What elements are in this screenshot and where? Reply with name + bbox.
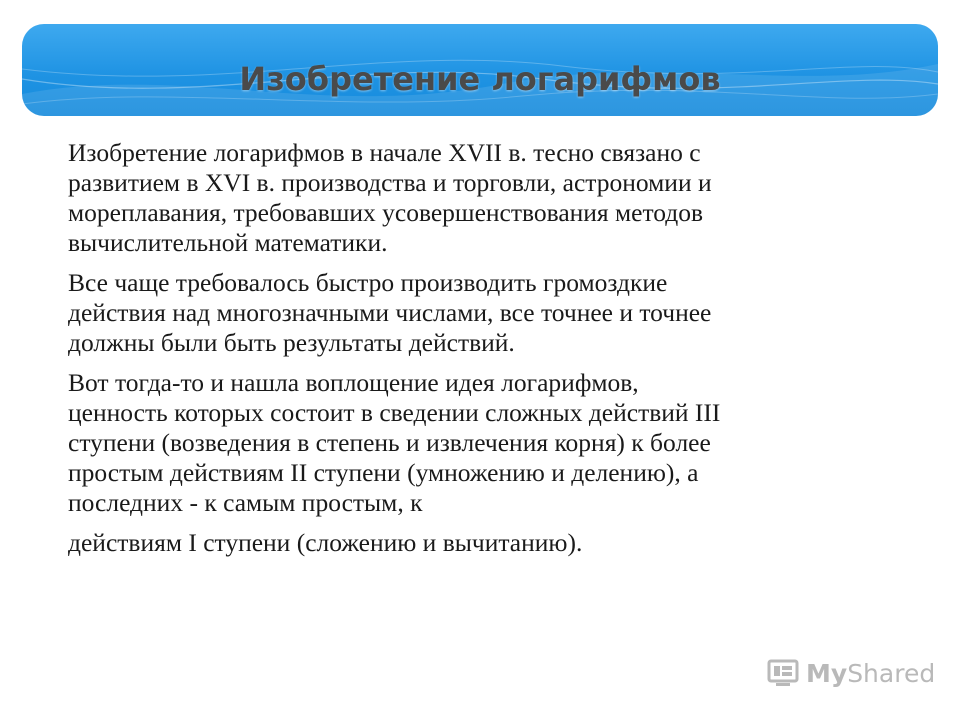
paragraph-3 — [68, 368, 918, 518]
watermark-text: MyShared — [806, 658, 936, 688]
slide-body — [68, 138, 918, 558]
paragraph-1 — [68, 138, 918, 258]
text-line: последних - к самым простым, к — [68, 488, 423, 517]
paragraph-2 — [68, 268, 918, 358]
text-line: Все чаще требовалось быстро производить громоздкие — [68, 268, 668, 297]
text-line: ценность которых состоит в сведении сложных действий III — [68, 398, 721, 427]
text-line: вычислительной математики. — [68, 228, 388, 257]
final-line: действиям I ступени (сложению и вычитанию). — [68, 528, 583, 557]
text-line: Изобретение логарифмов в начале XVII в. тесно связано с — [68, 138, 701, 167]
text-line: Вот тогда-то и нашла воплощение идея логарифмов, — [68, 368, 639, 397]
text-line: должны были быть результаты действий. — [68, 328, 515, 357]
myshared-logo-icon — [766, 658, 800, 688]
slide-title: Изобретение логарифмов — [239, 60, 721, 98]
text-line: простым действиям II ступени (умножению и делению), а — [68, 458, 699, 487]
text-line: мореплавания, требовавших усовершенствования методов — [68, 198, 704, 227]
text-line: действия над многозначными числами, все точнее и точнее — [68, 298, 712, 327]
myshared-watermark — [766, 656, 935, 690]
text-line: ступени (возведения в степень и извлечения корня) к более — [68, 428, 711, 457]
text-line: развитием в XVI в. производства и торговли, астрономии и — [68, 168, 712, 197]
